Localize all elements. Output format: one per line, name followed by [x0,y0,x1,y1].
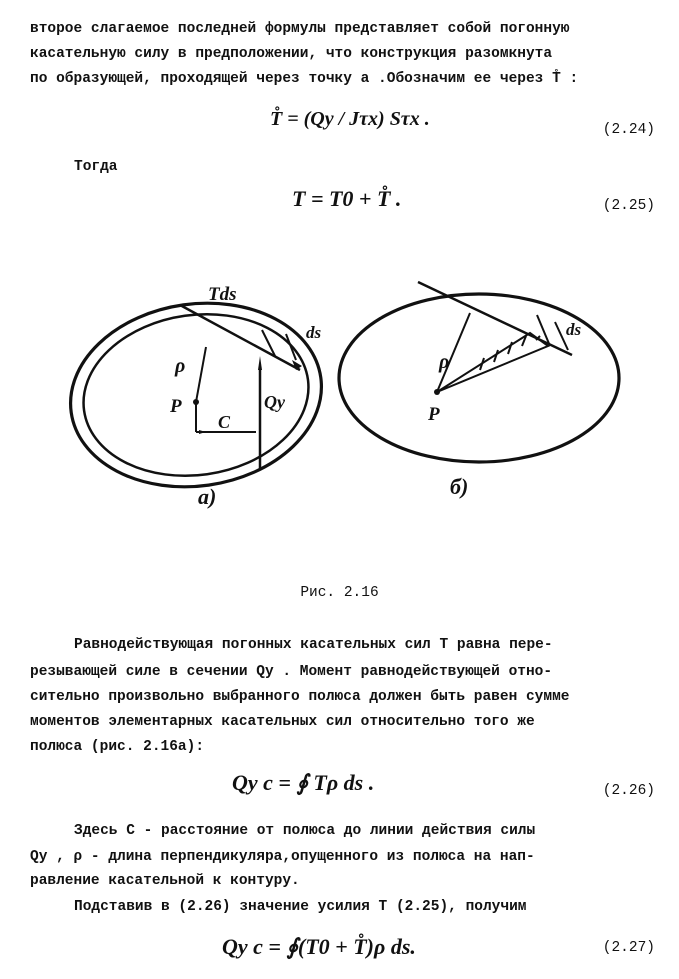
text-line: полюса (рис. 2.16а): [30,739,205,755]
equation-2-26: Qy c = ∮ Tρ ds . [232,770,375,795]
equation-2-27: Qy c = ∮(T0 + T̊)ρ ds. [222,934,416,959]
text-line: Qy , ρ - длина перпендикуляра,опущенного из полюса на нап- [30,849,535,865]
label-rho: ρ [439,351,450,373]
text-line: моментов элементарных касательных сил относительно того же [30,714,535,730]
figure-label-b: б) [450,474,469,499]
text-line: Здесь C - расстояние от полюса до линии действия силы [74,823,536,839]
text-line: сительно произвольно выбранного полюса должен быть равен сумме [30,689,570,705]
label-tds: Tds [208,284,237,305]
text-line: Равнодействующая погонных касательных сил T равна пере- [74,637,553,653]
label-rho: ρ [175,355,186,377]
text-line: резывающей силе в сечении Qy . Момент равнодействующей отно- [30,664,553,680]
label-c: C [218,412,231,432]
text-line: второе слагаемое последней формулы представляет собой погонную [30,21,570,37]
label-pole: P [170,396,182,417]
text-line: равление касательной к контуру. [30,873,300,889]
equation-number: (2.26) [602,783,655,799]
figure-caption: Рис. 2.16 [300,585,379,601]
equation-number: (2.24) [602,122,655,138]
text-line: касательную силу в предположении, что конструкция разомкнута [30,46,553,62]
label-ds: ds [306,323,322,342]
equation-2-25: T = T0 + T̊ . [292,186,402,211]
text-line: Подставив в (2.26) значение усилия T (2.25), получим [74,899,527,915]
equation-number: (2.27) [602,940,655,956]
equation-2-24: T̊ = (Qy / Jτx) Sτx . [270,108,430,130]
text-line: по образующей, проходящей через точку a .Обозначим ее через T̊ : [30,71,579,87]
label-pole: P [428,404,440,425]
figure-label-a: а) [198,484,217,509]
label-ds: ds [566,320,582,339]
label-qy: Qy [264,392,285,412]
equation-number: (2.25) [602,198,655,214]
text-togda: Тогда [74,159,118,175]
